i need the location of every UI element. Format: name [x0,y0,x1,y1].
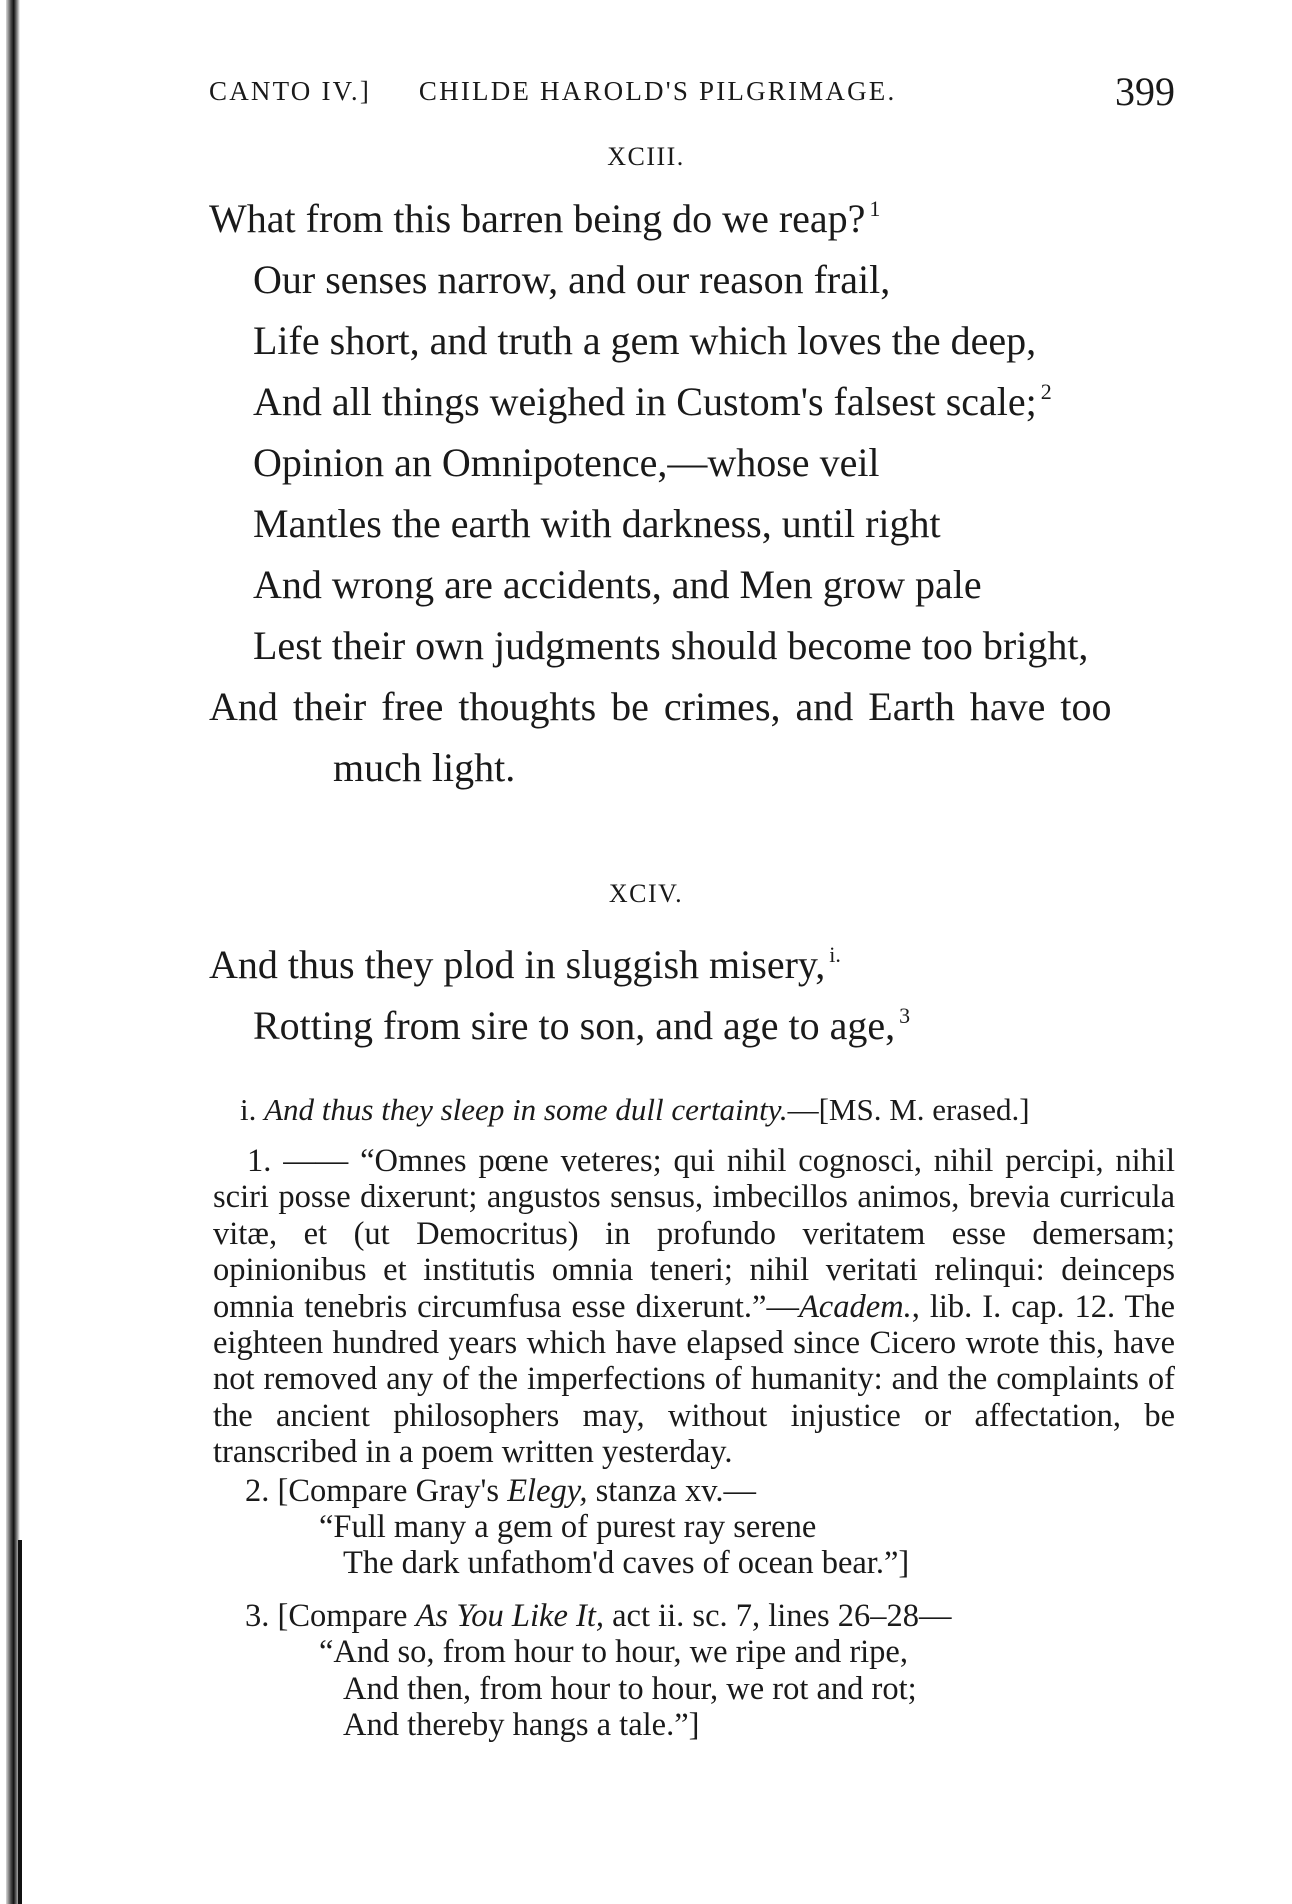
stanza-number-xciv: XCIV. [608,879,684,908]
stanza-xciii [209,188,1189,798]
note-ref: 2 [1040,379,1052,404]
footnote-text: , lib. I. cap. 12. The eighteen hundred years which have elapsed since Cicero wrote this, have not removed any of the imperfections of humanity: and the complaints of the ancient philosophers may, without injustice or affectation, be transcribed in a poem written yesterday. [213,1288,1175,1471]
canto-label: CANTO IV.] [209,76,372,106]
verse-line: And all things weighed in Custom's falsest scale; $^2$ [253,379,1052,424]
footnote-2: 2. [Compare Gray's Elegy, stanza xv.— [245,1472,756,1509]
quote-line: And thereby hangs a tale.”] [343,1707,700,1744]
note-ref: i. [829,942,841,967]
book-gutter-edge [18,1540,22,1904]
footnote-1 [213,1143,1175,1471]
footnote-text: “Omnes pœne veteres; qui nihil cognosci, nihil percipi, nihil sciri posse dixerunt; angustos sensus, imbecillos animos, brevia curricula vitæ, et (ut Democritus) in profundo veritatem esse demersam; opinionibus et institutis omnia teneri; nihil veritati relinqui: deinceps omnia tenebris circumfusa esse dixerunt.”— [213,1143,1176,1325]
quote-line: The dark unfathom'd caves of ocean bear.”] [343,1545,910,1582]
verse-line: And thus they plod in sluggish misery, $^{i.}$ [209,942,841,987]
footnote-2-quote [213,1509,1175,1582]
footnote-marker: 1. —— [247,1143,349,1179]
footnote-3: 3. [Compare As You Like It, act ii. sc. 7, lines 26–28— [245,1597,952,1634]
variant-reading-note [240,1092,1180,1128]
variant-source: —[MS. M. erased.] [787,1092,1030,1127]
note-ref: 1 [869,196,881,221]
running-head [209,68,1175,120]
work-title: As You Like It, [415,1597,604,1634]
book-title: CHILDE HAROLD'S PILGRIMAGE. [418,76,897,106]
page-number: 399 [1115,69,1175,114]
verse-line: Life short, and truth a gem which loves the deep, [253,318,1037,363]
verse-line: much light. [333,745,516,790]
variant-marker: i. [240,1092,257,1127]
verse-line: Mantles the earth with darkness, until right [253,501,941,546]
verse-line: Rotting from sire to son, and age to age, $^3$ [253,1003,911,1048]
variant-text: And thus they sleep in some dull certainty. [264,1092,788,1127]
work-title: Elegy, [507,1472,588,1509]
verse-line: Our senses narrow, and our reason frail, [253,257,891,302]
stanza-xciv [209,934,1189,1056]
quote-line: “And so, from hour to hour, we ripe and ripe, [319,1634,908,1671]
footnote-source: Academ. [798,1288,912,1325]
note-ref: 3 [899,1003,911,1028]
quote-line: And then, from hour to hour, we rot and rot; [343,1670,917,1707]
verse-line: And their free thoughts be crimes, and Earth have too [209,684,1112,729]
footnote-3-quote [213,1634,1175,1743]
verse-line: Opinion an Omnipotence,—whose veil [253,440,880,485]
verse-line: Lest their own judgments should become too bright, [253,623,1089,668]
footnotes [213,1143,1175,1744]
verse-line: And wrong are accidents, and Men grow pale [253,562,982,607]
quote-line: “Full many a gem of purest ray serene [319,1509,817,1546]
stanza-number-xciii: XCIII. [607,142,685,171]
verse-line: What from this barren being do we reap? $^1$ [209,196,881,241]
